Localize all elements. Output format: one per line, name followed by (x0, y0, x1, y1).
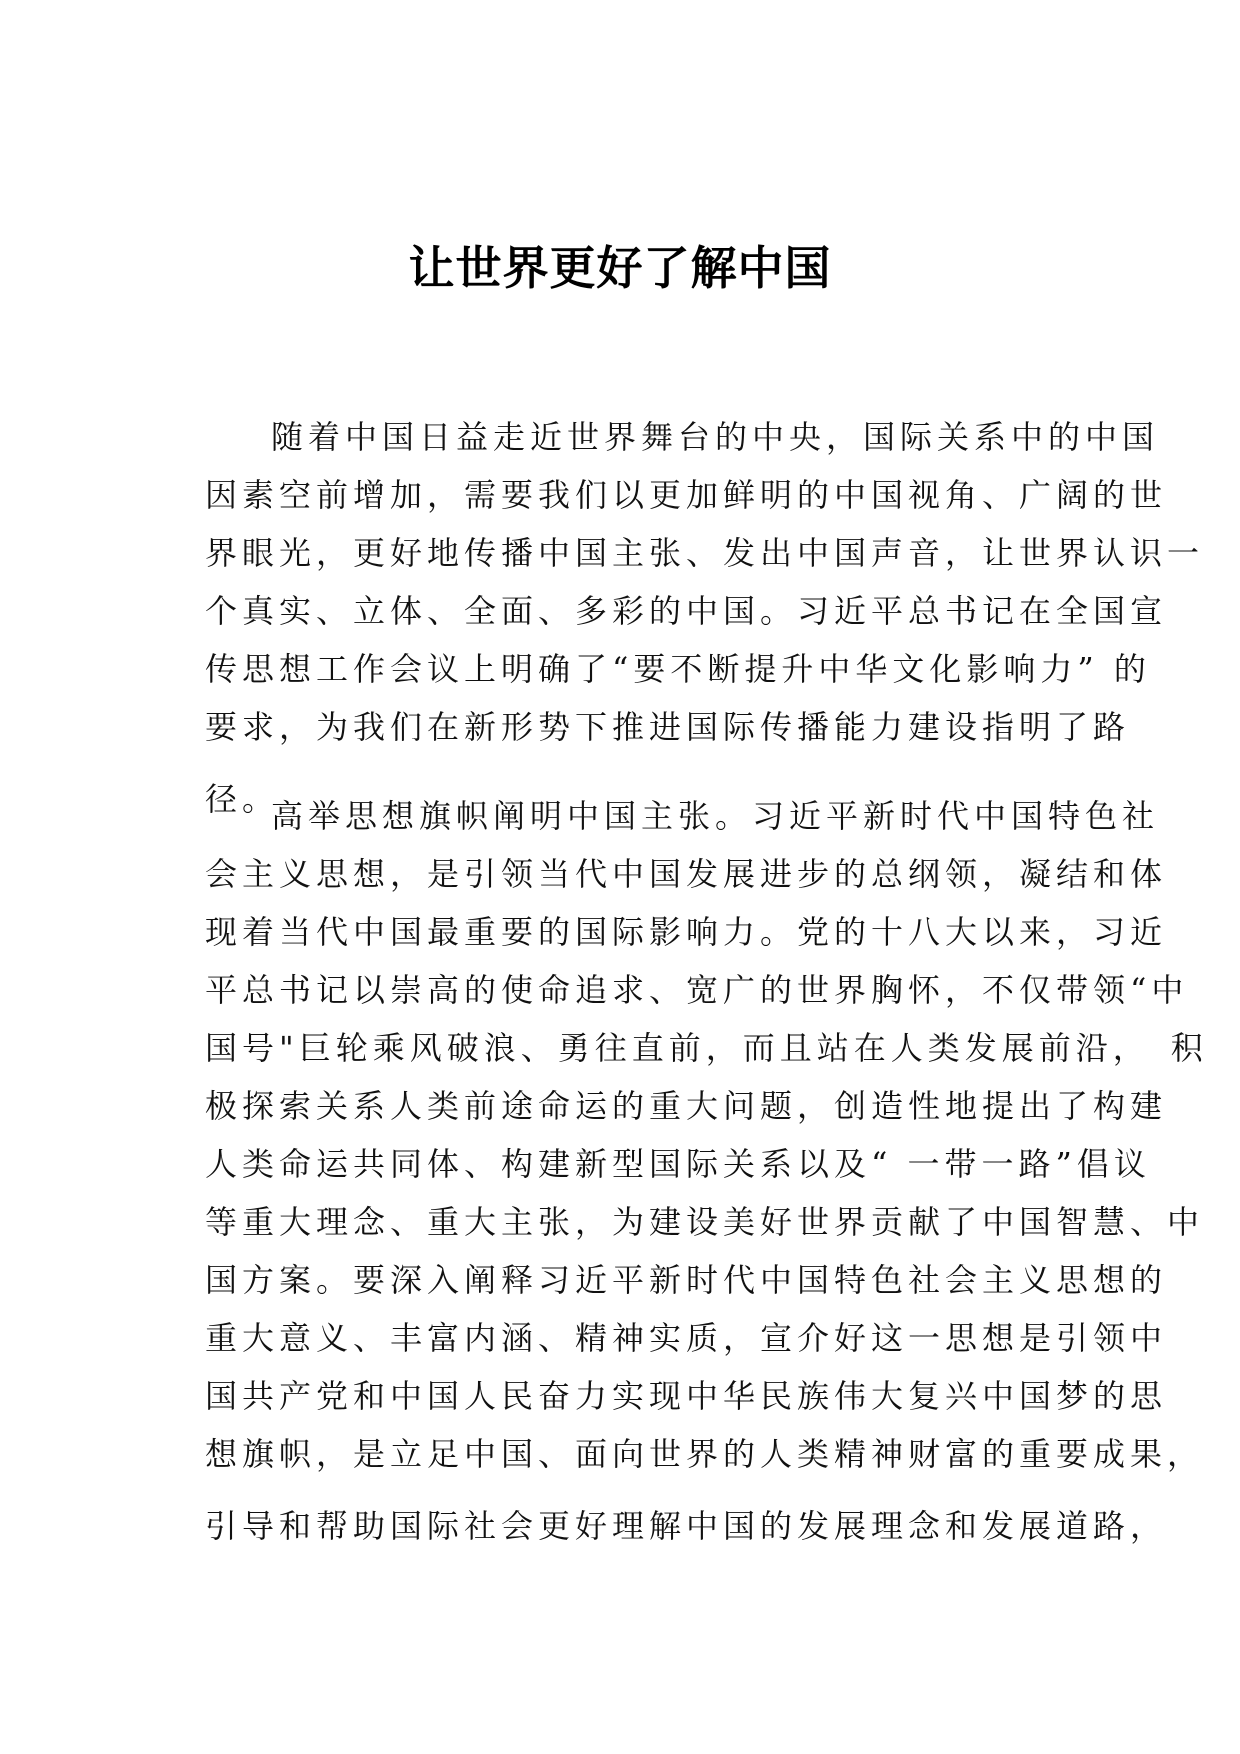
paragraph-line: 因素空前增加，需要我们以更加鲜明的中国视角、广阔的世 (205, 476, 1168, 514)
paragraph-line: 界眼光，更好地传播中国主张、发出中国声音，让世界认识一 (205, 534, 1205, 572)
paragraph-line: 径。 (205, 780, 280, 818)
paragraph-line: 随着中国日益走近世界舞台的中央，国际关系中的中国 (271, 418, 1160, 456)
paragraph-line: 国号"巨轮乘风破浪、勇往直前，而且站在人类发展前沿， 积 (205, 1029, 1208, 1067)
paragraph-2 (205, 787, 1208, 1555)
paragraph-line: 引导和帮助国际社会更好理解中国的发展理念和发展道路， (205, 1507, 1168, 1545)
paragraph-line: 要求，为我们在新形势下推进国际传播能力建设指明了路 (205, 708, 1131, 746)
paragraph-line: 国共产党和中国人民奋力实现中华民族伟大复兴中国梦的思 (205, 1377, 1168, 1415)
paragraph-1 (205, 408, 1205, 828)
paragraph-line: 传思想工作会议上明确了“要不断提升中华文化影响力” 的 (205, 650, 1151, 688)
paragraph-line: 现着当代中国最重要的国际影响力。党的十八大以来，习近 (205, 913, 1168, 951)
paragraph-line: 个真实、立体、全面、多彩的中国。习近平总书记在全国宣 (205, 592, 1168, 630)
paragraph-line: 国方案。要深入阐释习近平新时代中国特色社会主义思想的 (205, 1261, 1168, 1299)
paragraph-line: 等重大理念、重大主张，为建设美好世界贡献了中国智慧、中 (205, 1203, 1205, 1241)
paragraph-line: 高举思想旗帜阐明中国主张。习近平新时代中国特色社 (271, 797, 1160, 835)
paragraph-line: 想旗帜，是立足中国、面向世界的人类精神财富的重要成果， (205, 1435, 1205, 1473)
paragraph-line: 重大意义、丰富内涵、精神实质，宣介好这一思想是引领中 (205, 1319, 1168, 1357)
paragraph-line: 会主义思想，是引领当代中国发展进步的总纲领，凝结和体 (205, 855, 1168, 893)
paragraph-line: 极探索关系人类前途命运的重大问题，创造性地提出了构建 (205, 1087, 1168, 1125)
document-title: 让世界更好了解中国 (408, 241, 832, 295)
paragraph-line: 人类命运共同体、构建新型国际关系以及“ 一带一路”倡议 (205, 1145, 1151, 1183)
paragraph-line: 平总书记以崇高的使命追求、宽广的世界胸怀，不仅带领“中 (205, 971, 1189, 1009)
